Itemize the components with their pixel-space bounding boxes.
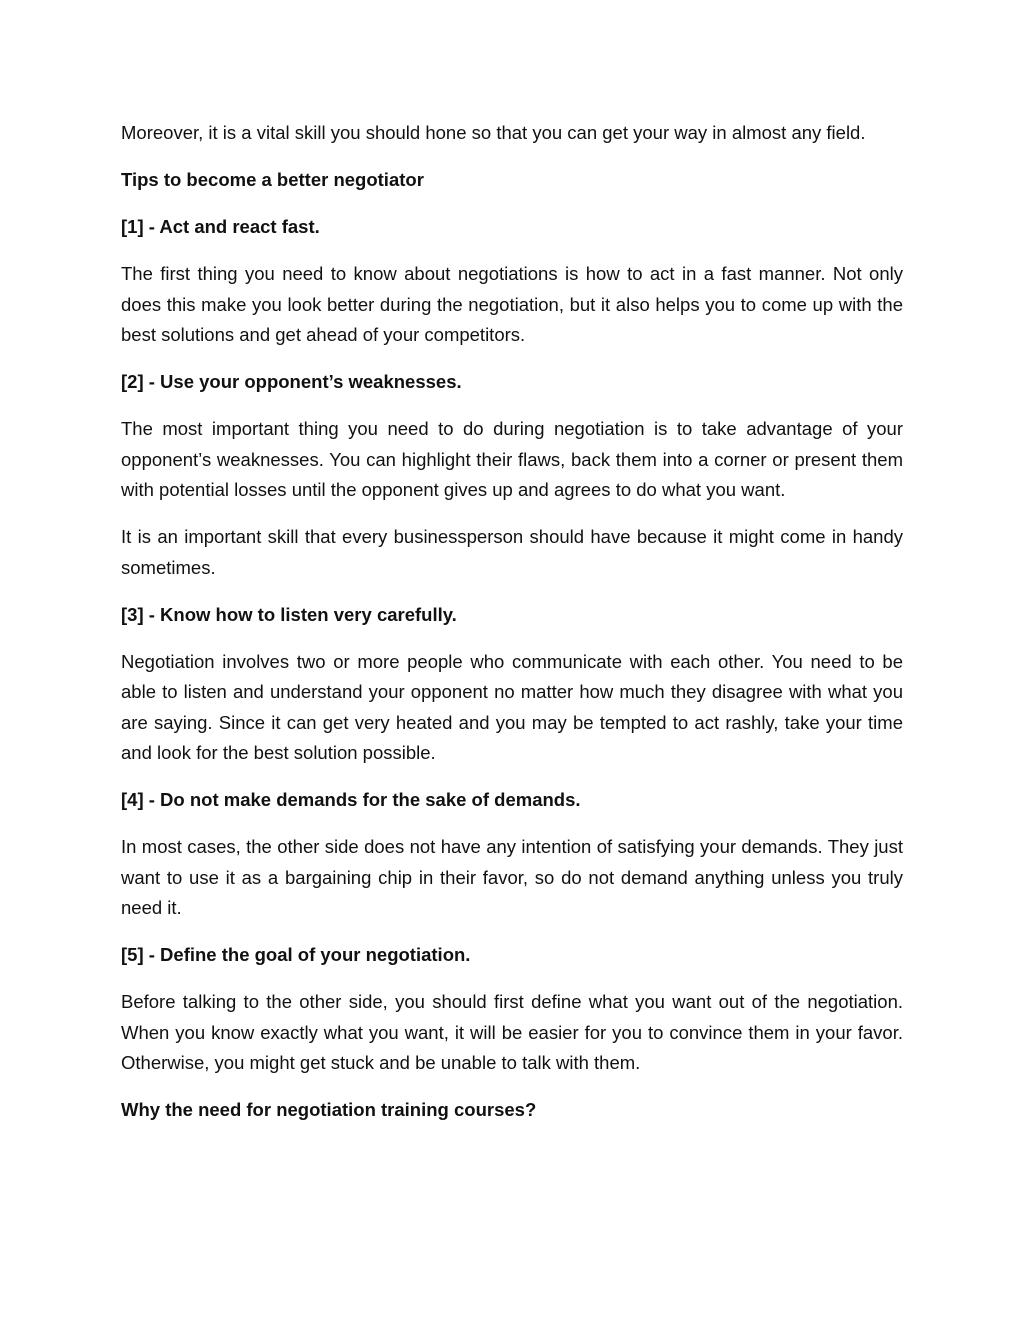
tip-5-heading: [5] - Define the goal of your negotiation. [121, 944, 471, 965]
tip-4-heading: [4] - Do not make demands for the sake of demands. [121, 789, 581, 810]
tip-1-heading: [1] - Act and react fast. [121, 216, 320, 237]
tip-2-paragraph: The most important thing you need to do during negotiation is to take advantage of your opponent’s weaknesses. You can highlight their flaws, back them into a corner or present them with potential losses until the opponent gives up and agrees to do what you want. [121, 418, 903, 500]
tip-3-paragraph: Negotiation involves two or more people who communicate with each other. You need to be able to listen and understand your opponent no matter how much they disagree with what you are saying. Since it can get very heated and you may be tempted to act rashly, take your time and look for the best solution possible. [121, 650, 903, 763]
tip-2-paragraph-2: It is an important skill that every businessperson should have because it might come in handy sometimes. [121, 526, 903, 578]
tip-3-heading: [3] - Know how to listen very carefully. [121, 603, 457, 625]
closing-heading: Why the need for negotiation training courses? [121, 1099, 537, 1120]
document-page [121, 118, 903, 1142]
tip-1-paragraph: The first thing you need to know about negotiations is how to act in a fast manner. Not only does this make you look better during the negotiation, but it also helps you to come up with the best solutions and get ahead of your competitors. [121, 263, 903, 345]
tip-5-paragraph: Before talking to the other side, you should first define what you want out of the negotiation. When you know exactly what you want, it will be easier for you to convince them in your favor. Otherwise, you might get stuck and be unable to talk with them. [121, 991, 903, 1073]
section-heading: Tips to become a better negotiator [121, 169, 424, 190]
tip-2-heading: [2] - Use your opponent’s weaknesses. [121, 371, 462, 392]
tip-4-paragraph: In most cases, the other side does not have any intention of satisfying your demands. They just want to use it as a bargaining chip in their favor, so do not demand anything unless you truly need it. [121, 836, 903, 918]
intro-paragraph: Moreover, it is a vital skill you should hone so that you can get your way in almost any field. [121, 122, 866, 143]
